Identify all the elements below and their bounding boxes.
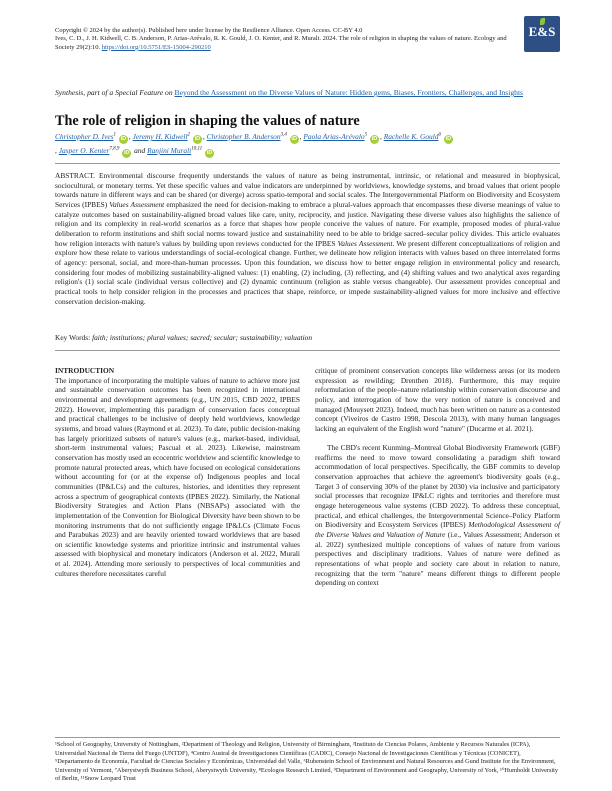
author-affiliation: 6: [438, 132, 441, 138]
paragraph: The importance of incorporating the multiple values of nature to achieve more just and sustainable conservation outcomes has been recognized in international environmental and development agreements (e.g., UN 2015, CBD 2022, IPBES 2022). However, implementing this paradigm of conservation faces conceptual and practical challenges to be inclusive of deeply held worldviews, knowledge systems, and broad values (Raymond et al. 2023). To date, public decision-making has largely prioritized subsets of nature's values (e.g., market-based, individual, short-term instrumental values; Pascual et al. 2023). Likewise, mainstream conservation has mostly used an ecocentric worldview and scientific knowledge to promote natural protected areas, which have focused on ecological considerations without accounting for (or at the expense of) Indigenous peoples and local communities (IP&LCs) and the cultures, histories, and identities they represent across a spectrum of geographical contexts (IPBES 2022). Similarly, the National Biodiversity Strategies and Action Plans (NBSAPs) associated with the implementation of the Convention for Biological Diversity have been shown to be monitoring instruments that do not sufficiently engage IP&LCs (Climate Focus and Parabukas 2023) and are heavily oriented toward worldviews that are based on scientific knowledge systems and prioritize intrinsic and instrumental values assessed with biophysical and monetary indicators (Anderson et al. 2022, Murali et al. 2024). Attending more seriously to perspectives of local communities and cultures therefore necessitates careful: [55, 375, 300, 578]
logo-text: E&S: [528, 24, 556, 39]
synthesis-text: , part of a Special Feature on: [83, 88, 175, 97]
special-feature-line: [55, 88, 560, 97]
orcid-icon[interactable]: iD: [445, 136, 452, 142]
author-link[interactable]: Paola Arias-Arévalo: [303, 132, 365, 141]
author-affiliation: 7,8,9: [109, 146, 120, 152]
author-link[interactable]: Jasper O. Kenter: [58, 146, 110, 155]
section-heading: INTRODUCTION: [55, 366, 115, 375]
orcid-icon[interactable]: iD: [120, 136, 127, 142]
affiliations-footnote: ¹School of Geography, University of Nottingham, ²Department of Theology and Religion, University of Birmingham, ³Instituto de Ciencias Polares, Ambiente y Recursos Naturales (ICPA), Universidad Nacional de Tierra del Fuego (UNTDF), ⁴Centro Austral de Investigaciones Científicas (CADIC), Consejo Nacional de Investigaciones Científicas y Técnicas (CONICET), ⁵Departamento de Economía, Facultad de Ciencias Sociales y Económicas, Universidad del Valle, ⁶Rubenstein School of Environment and Natural Resources and Gund Institute for the Environment, University of Vermont, ⁷Aberystwyth Business School, Aberystwyth University, ⁸Ecologos Research Limited, ⁹Department of Environment and Geography, University of York, ¹⁰Humboldt University of Berlin, ¹¹Snow Leopard Trust: [55, 741, 559, 782]
divider: [55, 163, 560, 164]
abstract-italic: Values Assessment: [337, 238, 393, 248]
divider: [55, 350, 560, 351]
citation-text: Ives, C. D., J. H. Kidwell, C. B. Anderson, P. Arias-Arévalo, R. K. Gould, J. O. Kenter, and R. Murali. 2024. The role of religion in shaping the values of nature. Ecology and Society 29(2):10.: [55, 35, 507, 51]
orcid-icon[interactable]: iD: [124, 150, 130, 156]
doi-link[interactable]: https://doi.org/10.5751/ES-15004-290210: [101, 43, 211, 51]
divider: [55, 737, 560, 738]
abstract-label: ABSTRACT.: [55, 171, 95, 180]
copyright-line: Copyright © 2024 by the author(s). Published here under license by the Resilience Alliance. Open Access. CC-BY 4.0: [55, 27, 363, 34]
abstract-text: . We present different conceptualizations of religion and explore how these relate to various understandings of social-ecological change. Further, we delineate how religion interacts with values based on three interrelated forms of agency: personal, social, and more-than-human processes. Upon this foundation, we discuss how to better engage religion in environmental policy and research, considering four modes of mobilizing sustainability-aligned values: (1) enabling, (2) including, (3) reflecting, and (4) shifting values and two analytical axes regarding religion's (1) social scale (individual versus collective) and (2) dynamic continuum (religion as stable versus changeable). Our assessment provides conceptual and practical tools to help consider religion in the processes and practices that shape, reinforce, or impede sustainability-aligned values for more inclusive and effective conservation decision-making.: [55, 238, 560, 306]
paragraph: [315, 443, 560, 588]
abstract: [55, 171, 560, 306]
copyright-notice: [55, 27, 525, 52]
orcid-icon[interactable]: iD: [206, 150, 213, 156]
author-link[interactable]: Christopher B. Anderson: [206, 132, 281, 141]
author-affiliation: 3,4: [280, 132, 287, 138]
author-affiliation: 2: [187, 132, 191, 138]
keywords: [55, 333, 560, 343]
orcid-icon[interactable]: iD: [371, 136, 378, 142]
authors-and: and: [134, 146, 146, 155]
paragraph-italic: Methodological Assessment of the Diverse Values and Valuation of Nature: [315, 520, 561, 539]
right-column: [315, 366, 560, 588]
author-link[interactable]: Rachelle K. Gould: [383, 132, 439, 141]
abstract-text: Environmental discourse frequently understands the values of nature as being instrumental, intrinsic, or relational and measured in biophysical, sociocultural, or monetary terms. Yet these specific values and value indicators are underpinned by worldviews, knowledge systems, and broad values that orient people towards nature in different ways and can be shared (or diverge) across spatio-temporal and social scales. The Intergovernmental Platform on Biodiversity and Ecosystem Services (IPBES): [55, 171, 560, 209]
left-column: [55, 366, 300, 578]
paragraph: critique of prominent conservation concepts like wilderness areas (or its modern expression as rewilding; Drenthen 2018). Furthermore, this may require reformulation of the people–nature relationship within conservation discourse and policy, and interrogation of how the very notion of nature is conceived and managed (Mouysett 2023). Indeed, much has been written on nature as a contested concept (Viveiros de Castro 1998, Descola 2013), with many human languages lacking an equivalent of the English word "nature" (Ducarme et al. 2021).: [315, 366, 560, 433]
keywords-list: faith; institutions; plural values; sacred; secular; sustainability; valuation: [92, 333, 313, 342]
author-affiliation: 1: [113, 132, 117, 138]
synthesis-label: Synthesis: [55, 88, 84, 97]
author-affiliation: 10,11: [191, 146, 203, 152]
abstract-text: emphasized the need for decision-making to embrace a plural-values approach that encompasses these diverse meanings of value to catalyze outcomes based on sustainability-aligned broad values like care, unity, reciprocity, and justice. Navigating these diverse values also highlights the salience of religion and its complexity in real-world scenarios as a force that shapes how people conceive the values of nature. For example, proposed modes of plural-value deliberation to reform institutions and shift social norms toward justice and sustainability need to be able to bridge sacred–secular policy divides. This article evaluates how religion interacts with nature's values by building upon reviews conducted for the IPBES: [55, 199, 560, 248]
orcid-icon[interactable]: iD: [194, 136, 201, 142]
citation-line: [55, 35, 525, 52]
orcid-icon[interactable]: iD: [291, 136, 297, 142]
author-affiliation: 5: [364, 132, 368, 138]
abstract-italic: Values Assessment: [109, 199, 165, 209]
author-link[interactable]: Jeremy H. Kidwell: [132, 132, 188, 141]
paragraph-text: (i.e., Values Assessment; Anderson et al. 2022) synthesized multiple conceptions of values of nature from various perspectives and disciplinary traditions. Values of nature were defined as representations of what people and society care about in relation to nature, recognizing that the term "nature" means different things to different people depending on context: [315, 530, 560, 588]
article-title: The role of religion in shaping the values of nature: [55, 113, 360, 129]
author-link[interactable]: Ranjini Murali: [147, 146, 192, 155]
author-list: Christopher D. Ives$^1$ iD , Jeremy H. Kidwell$^2$ iD , Christopher B. Anderson$^{3,4}$ iD , Paola Arias-Arévalo$^5$ iD , Rachelle K. Gould$^6$ iD , Jasper O. Kenter$^{7,8,9}$ iD and Ranjini Murali$^{10,11}$ iD: [55, 132, 452, 156]
journal-logo: [524, 16, 560, 52]
paragraph-text: The CBD's recent Kunming–Montreal Global Biodiversity Framework (GBF) reaffirms the need to move toward consolidating a paradigm shift toward accommodation of local perspectives. Specifically, the GBF commits to develop conservation approaches that achieve the agreement's biodiversity goals (e.g., Target 3 of conserving 30% of the planet by 2030) via inclusive and participatory social processes that recognize IP&LC rights and territories and therefore must engage heterogeneous value systems (CBD 2022). To address these conceptual, practical, and ethical challenges, the Intergovernmental Science–Policy Platform on Biodiversity and Ecosystem Services (IPBES): [315, 443, 560, 530]
keywords-label: Key Words:: [55, 333, 91, 342]
author-link[interactable]: Christopher D. Ives: [55, 132, 114, 141]
special-feature-link[interactable]: Beyond the Assessment on the Diverse Values of Nature: Hidden gems, Biases, Frontiers, Challenges, and Insights: [174, 88, 524, 97]
